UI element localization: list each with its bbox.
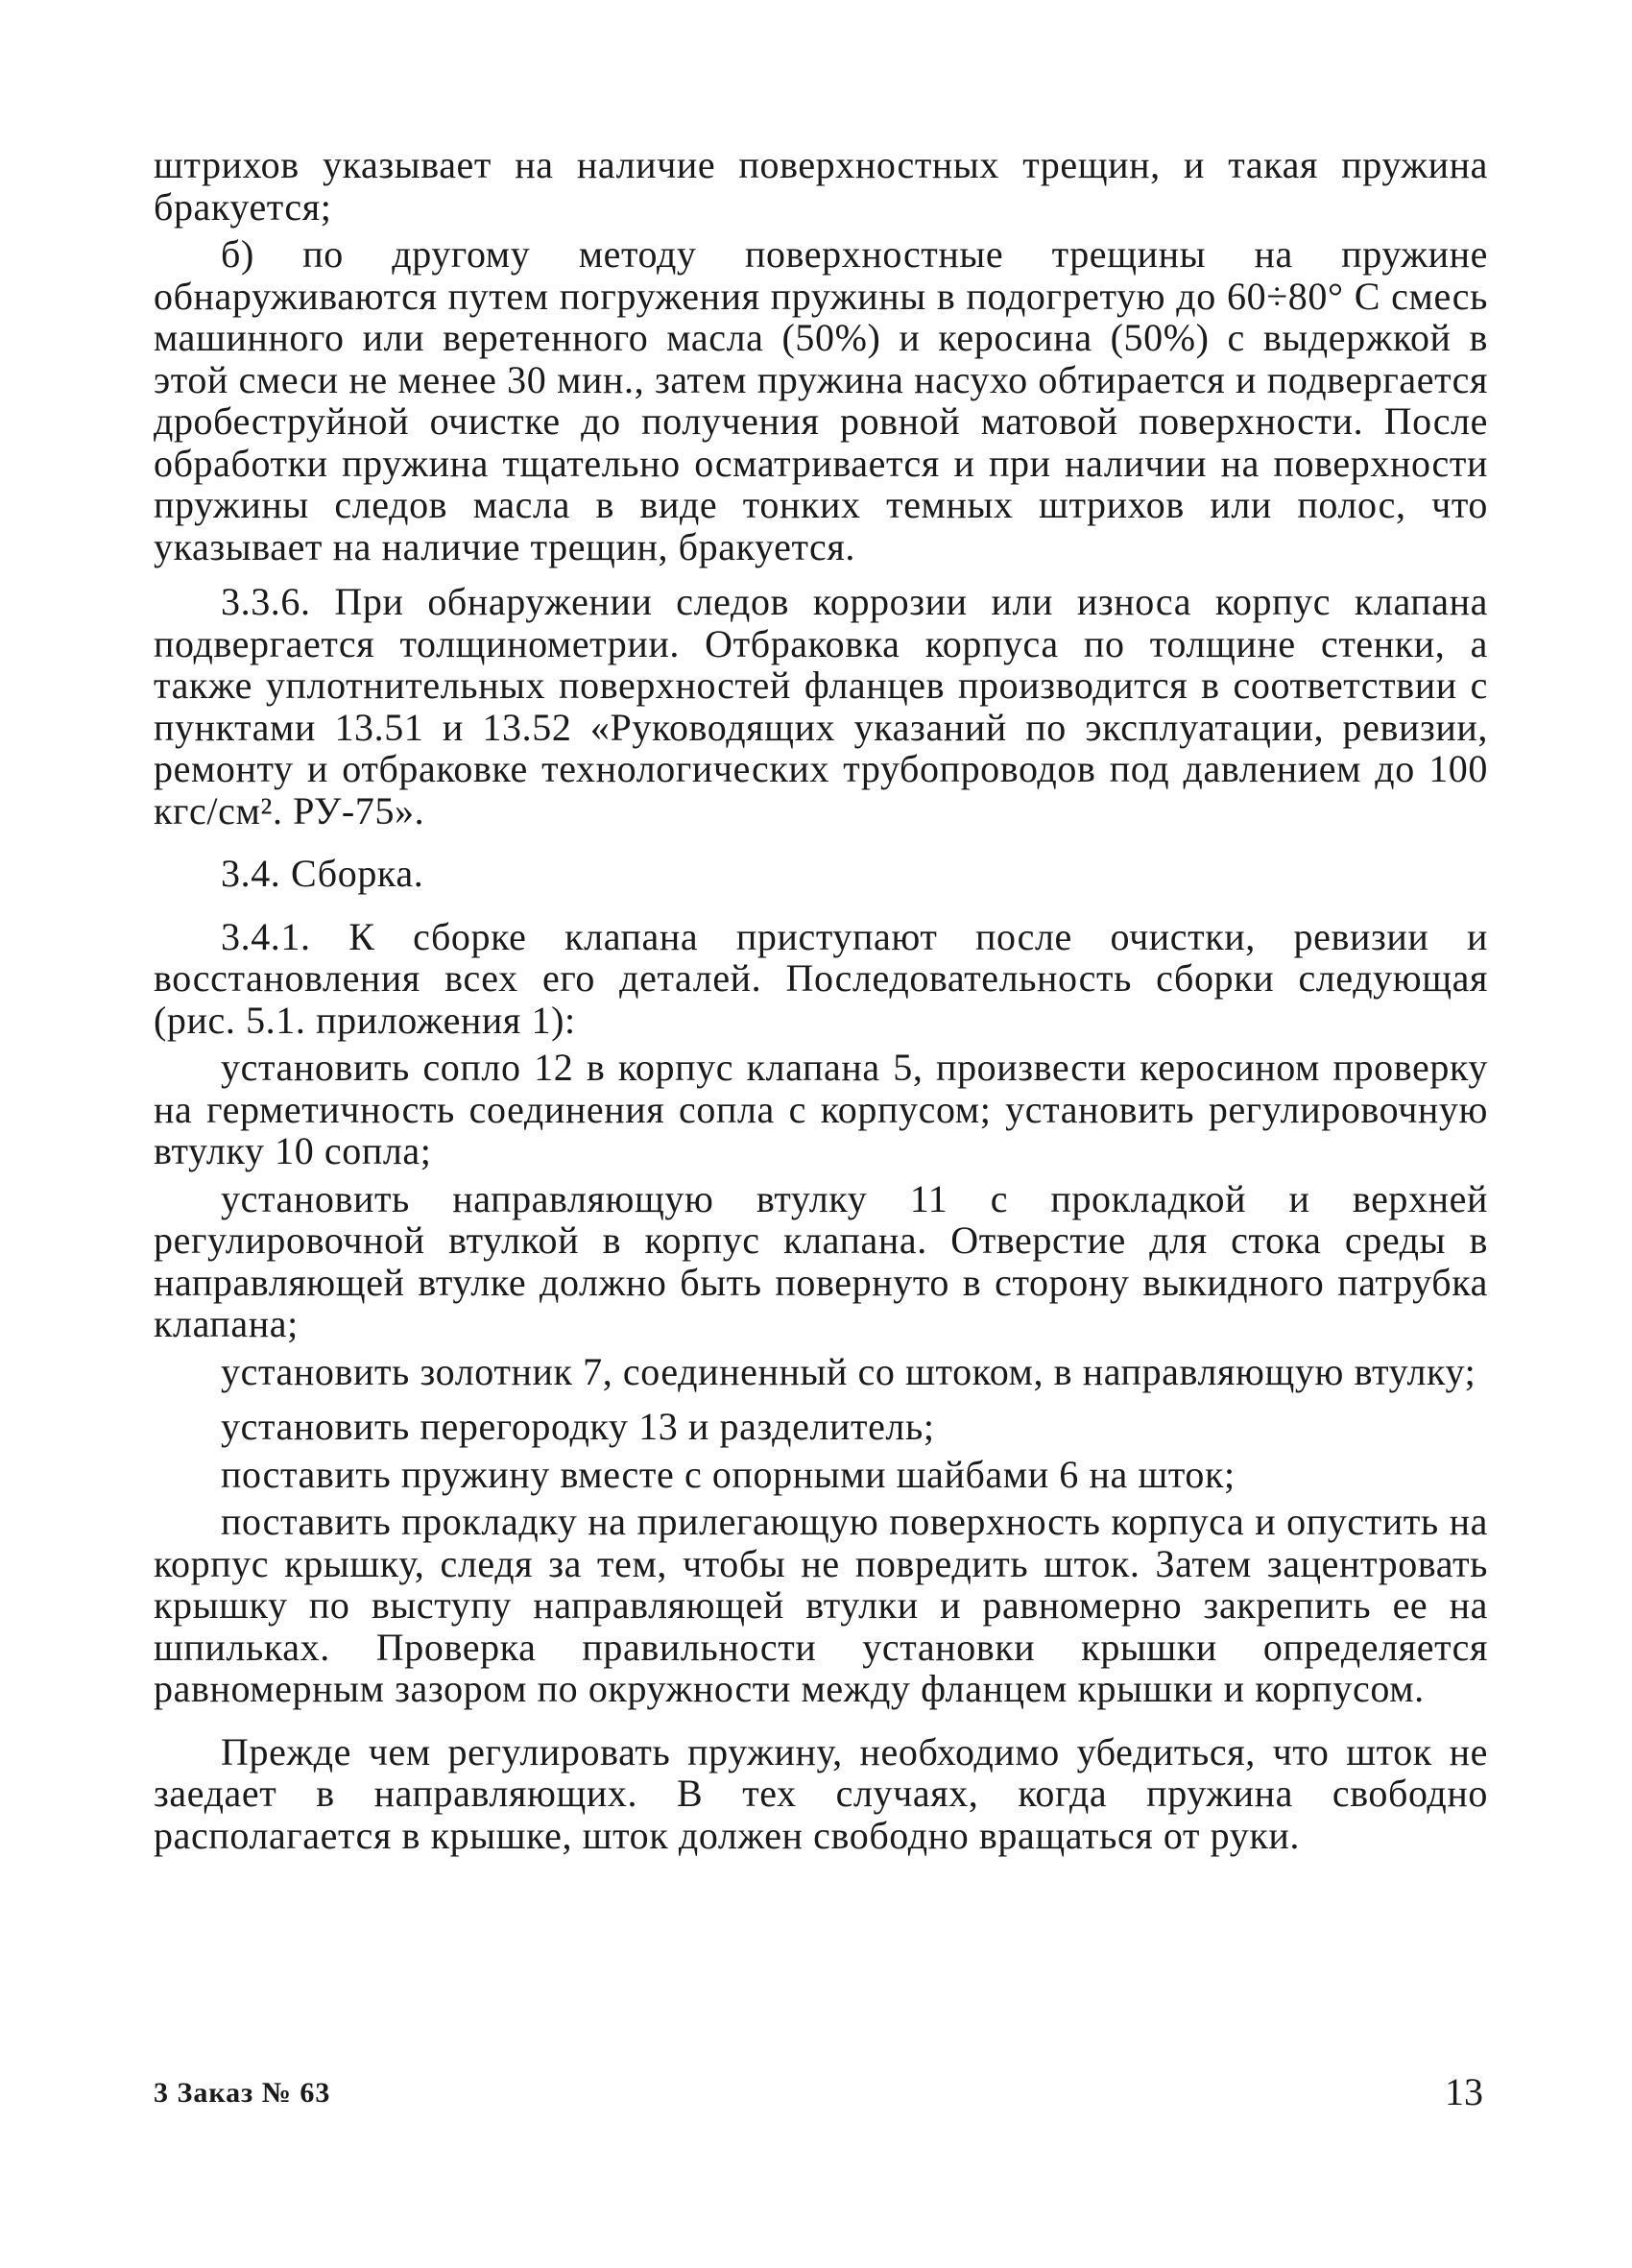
paragraph-method-b: б) по другому методу поверхностные трещины на пружине обнаруживаются путем погружения пружины в подогретую до 60÷80° С смесь машинного или веретенного масла (50%) и керосина (50%) с выдержкой в этой смеси не менее 30 мин., затем пружина насухо обтирается и подвергается дробеструйной очистке до получения ровной матовой поверхности. После обработки пружина тщательно осматривается и при наличии на поверхности пружины следов масла в виде тонких темных штрихов или полос, что указывает на наличие трещин, бракуется. — [154, 232, 1488, 568]
page-number: 13 — [1445, 2070, 1483, 2113]
paragraph-spring-adjustment: Прежде чем регулировать пружину, необходимо убедиться, что шток не заедает в направляющих. В тех случаях, когда пружина свободно располагается в крышке, шток должен свободно вращаться от руки. — [154, 1729, 1488, 1857]
list-item-nozzle: установить сопло 12 в корпус клапана 5, произвести керосином проверку на герметичность соединения сопла с корпусом; установить регулировочную втулку 10 сопла; — [154, 1046, 1488, 1172]
list-item-partition: установить перегородку 13 и разделитель; — [221, 1405, 935, 1448]
paragraph-3-3-6: 3.3.6. При обнаружении следов коррозии или износа корпус клапана подвергается толщинометрии. Отбраковка корпуса по толщине стенки, а также уплотнительных поверхностей фланцев производится в соответствии с пунктами 13.51 и 13.52 «Руководящих указаний по эксплуатации, ревизии, ремонту и отбраковке технологических трубопроводов под давлением до 100 кгс/см². РУ-75». — [154, 580, 1488, 832]
list-item-spool: установить золотник 7, соединенный со штоком, в направляющую втулку; — [221, 1349, 1476, 1393]
list-item-spring: поставить пружину вместе с опорными шайбами 6 на шток; — [221, 1452, 1236, 1496]
paragraph-3-4-1: 3.4.1. К сборке клапана приступают после очистки, ревизии и восстановления всех его деталей. Последовательность сборки следующая (рис. 5.1. приложения 1): — [154, 914, 1488, 1042]
list-item-gasket-cover: поставить прокладку на прилегающую поверхность корпуса и опустить на корпус крышку, следя за тем, чтобы не повредить шток. Затем зацентровать крышку по выступу направляющей втулки и равномерно закрепить ее на шпильках. Проверка правильности установки крышки определяется равномерным зазором по окружности между фланцем крышки и корпусом. — [154, 1500, 1488, 1710]
list-item-guide-sleeve: установить направляющую втулку 11 с прокладкой и верхней регулировочной втулкой в корпус клапана. Отверстие для стока среды в направляющей втулке должно быть повернуто в сторону выкидного патрубка клапана; — [154, 1176, 1488, 1345]
document-body — [154, 144, 1488, 1856]
paragraph-continuation: штрихов указывает на наличие поверхностных трещин, и такая пружина бракуется; — [154, 143, 1488, 229]
order-number: 3 Заказ № 63 — [154, 2077, 331, 2109]
section-heading-3-4: 3.4. Сборка. — [221, 852, 424, 895]
page-footer — [154, 2069, 1483, 2117]
